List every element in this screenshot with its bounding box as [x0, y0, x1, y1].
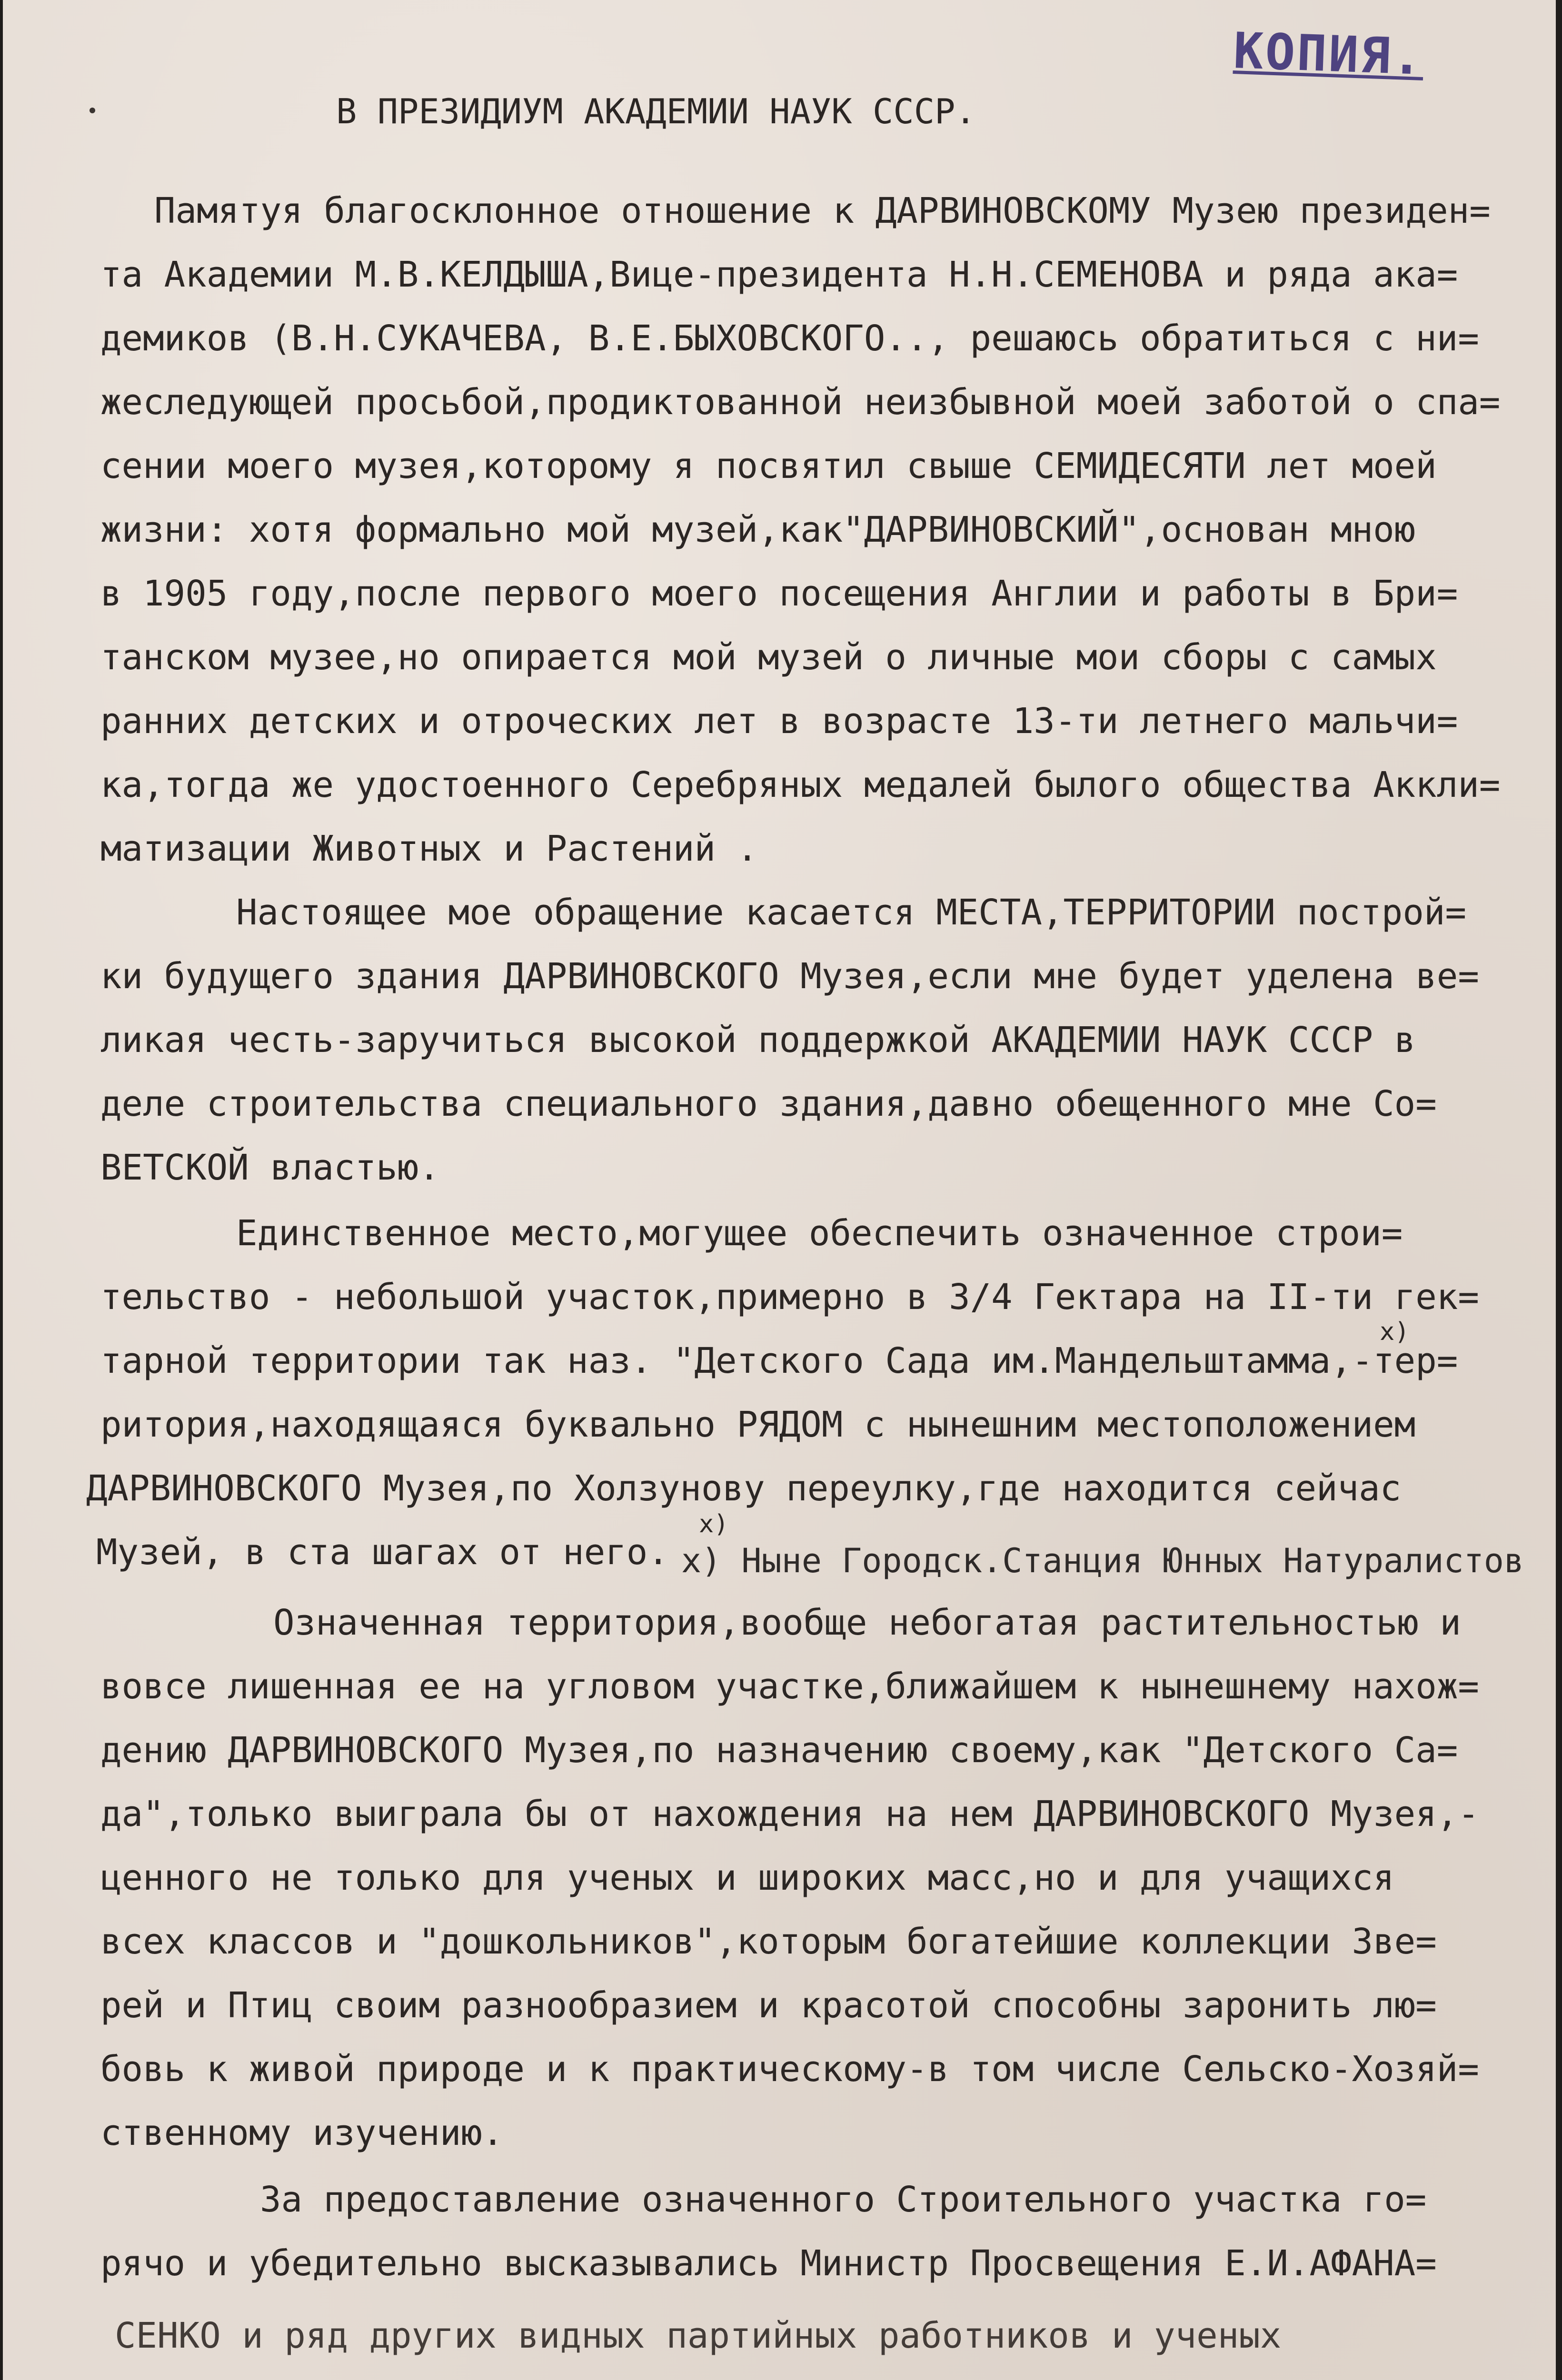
- text-line: тарной территории так наз. "Детского Сада им.Мандельштамма,-тер=: [100, 1340, 1458, 1381]
- text-line: ДАРВИНОВСКОГО Музея,по Холзунову переулку,где находится сейчас: [86, 1468, 1402, 1509]
- text-line: Единственное место,могущее обеспечить означенное строи=: [236, 1213, 1403, 1254]
- text-line: бовь к живой природе и к практическому-в том числе Сельско-Хозяй=: [100, 2049, 1479, 2090]
- copy-stamp: КОПИЯ.: [1232, 21, 1425, 86]
- text-line: За предоставление означенного Строительного участка го=: [260, 2179, 1427, 2220]
- text-line: ки будущего здания ДАРВИНОВСКОГО Музея,если мне будет уделена ве=: [100, 956, 1479, 997]
- text-line: Музей, в ста шагах от него.: [96, 1532, 669, 1573]
- text-line: деле строительства специального здания,давно обещенного мне Со=: [100, 1083, 1437, 1124]
- text-line: матизации Животных и Растений .: [100, 828, 758, 869]
- document-page: [3, 0, 1556, 2380]
- text-line: Памятуя благосклонное отношение к ДАРВИНОВСКОМУ Музею президен=: [154, 190, 1491, 231]
- text-line: ликая честь-заручиться высокой поддержкой АКАДЕМИИ НАУК СССР в: [100, 1020, 1416, 1061]
- footnote-mark: x): [1380, 1318, 1410, 1346]
- text-line: жеследующей просьбой,продиктованной неизбывной моей заботой о спа=: [100, 382, 1501, 423]
- text-line: ственному изучению.: [100, 2112, 504, 2153]
- text-line: тельство - небольшой участок,примерно в 3/4 Гектара на II-ти гек=: [100, 1277, 1479, 1318]
- text-line: в 1905 году,после первого моего посещения Англии и работы в Бри=: [100, 573, 1458, 614]
- text-line: ка,тогда же удостоенного Серебряных медалей былого общества Аккли=: [100, 764, 1501, 805]
- text-line: всех классов и "дошкольников",которым богатейшие коллекции Зве=: [100, 1921, 1437, 1962]
- heading: В ПРЕЗИДИУМ АКАДЕМИИ НАУК СССР.: [336, 91, 976, 131]
- text-line: ранних детских и отроческих лет в возрасте 13-ти летнего мальчи=: [100, 701, 1458, 742]
- text-line: демиков (В.Н.СУКАЧЕВА, В.Е.БЫХОВСКОГО.., решаюсь обратиться с ни=: [100, 318, 1479, 359]
- text-line: Настоящее мое обращение касается МЕСТА,ТЕРРИТОРИИ построй=: [236, 892, 1467, 933]
- text-line: ВЕТСКОЙ властью.: [100, 1147, 440, 1188]
- text-line: Означенная территория,вообще небогатая растительностью и: [273, 1602, 1461, 1643]
- text-line: СЕНКО и ряд других видных партийных работников и ученых: [115, 2315, 1282, 2356]
- text-line: вовсе лишенная ее на угловом участке,ближайшем к нынешнему нахож=: [100, 1666, 1479, 1707]
- text-line: ценного не только для ученых и широких масс,но и для учащихся: [100, 1857, 1394, 1898]
- text-line: жизни: хотя формально мой музей,как"ДАРВИНОВСКИЙ",основан мною: [100, 509, 1416, 550]
- footnote: x) Ныне Городск.Станция Юнных Натуралистов: [681, 1541, 1524, 1580]
- text-line: рячо и убедительно высказывались Министр Просвещения Е.И.АФАНА=: [100, 2243, 1437, 2284]
- text-line: да",только выиграла бы от нахождения на нем ДАРВИНОВСКОГО Музея,-: [100, 1794, 1479, 1835]
- text-line: дению ДАРВИНОВСКОГО Музея,по назначению своему,как "Детского Са=: [100, 1730, 1458, 1771]
- text-line: танском музее,но опирается мой музей о личные мои сборы с самых: [100, 637, 1437, 678]
- text-line: рей и Птиц своим разнообразием и красотой способны заронить лю=: [100, 1985, 1437, 2026]
- footnote-mark: x): [699, 1510, 729, 1538]
- text-line: та Академии М.В.КЕЛДЫША,Вице-президента Н.Н.СЕМЕНОВА и ряда ака=: [100, 254, 1458, 295]
- margin-dot: [90, 108, 95, 113]
- text-line: ритория,находящаяся буквально РЯДОМ с нынешним местоположением: [100, 1404, 1416, 1445]
- text-line: сении моего музея,которому я посвятил свыше СЕМИДЕСЯТИ лет моей: [100, 446, 1437, 486]
